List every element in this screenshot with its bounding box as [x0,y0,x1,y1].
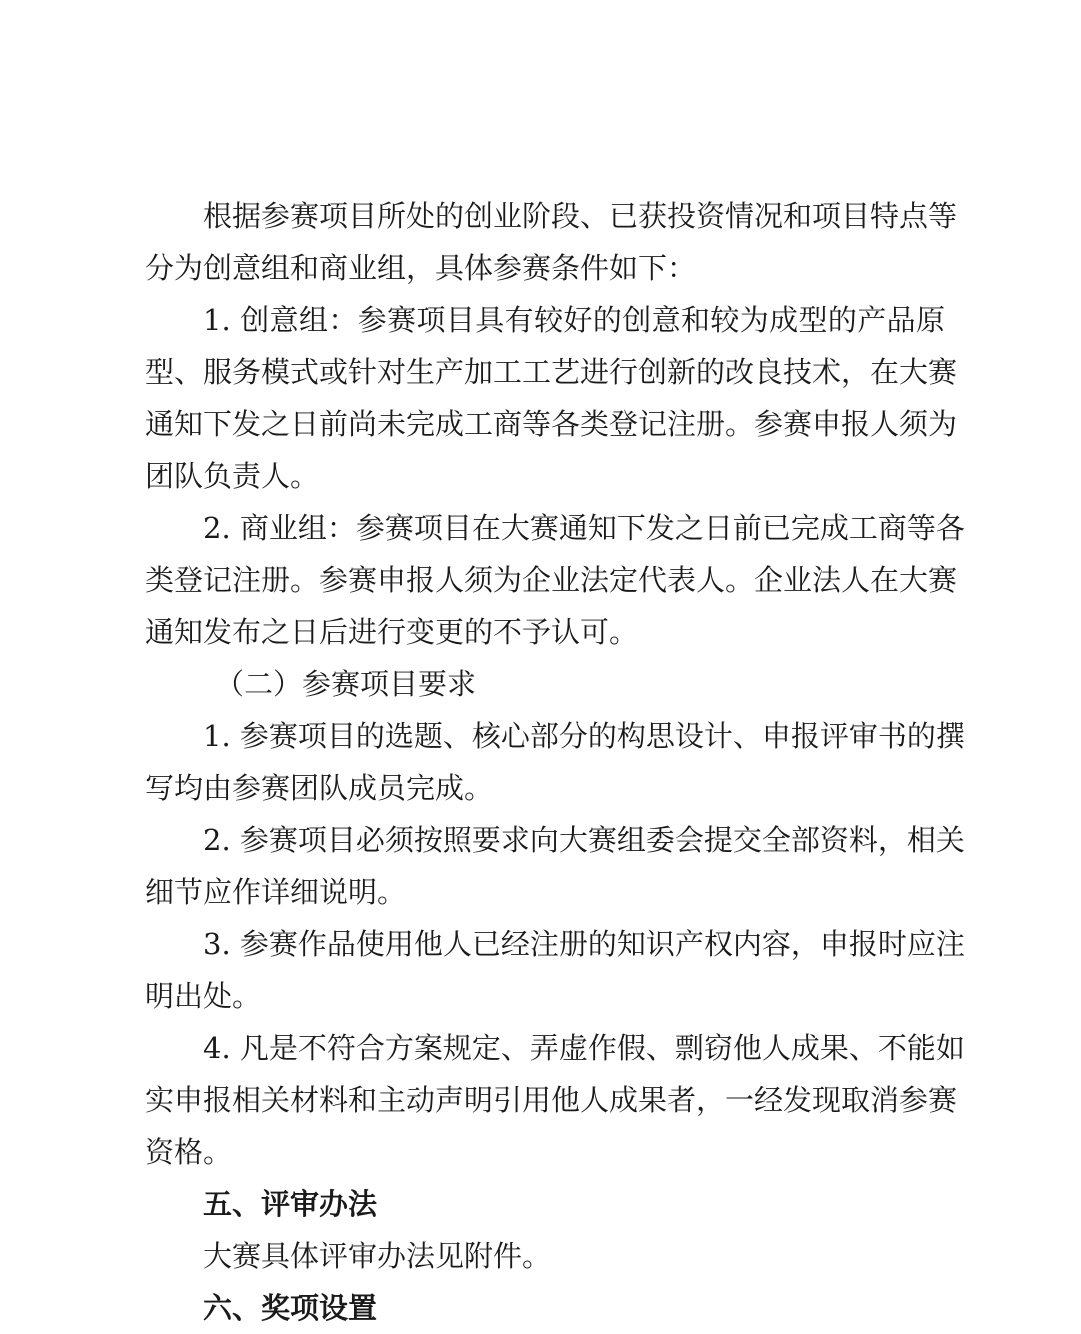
paragraph-line: 资格。 [145,1135,233,1169]
paragraph-line: 1. 创意组：参赛项目具有较好的创意和较为成型的产品原 [203,303,945,337]
paragraph-line: 团队负责人。 [145,459,320,493]
paragraph-line: 通知发布之日后进行变更的不予认可。 [145,615,639,649]
paragraph-line: 细节应作详细说明。 [145,875,407,909]
paragraph-line: 3. 参赛作品使用他人已经注册的知识产权内容，申报时应注 [203,927,965,961]
paragraph-line: 型、服务模式或针对生产加工工艺进行创新的改良技术，在大赛 [145,355,958,389]
paragraph-line: 通知下发之日前尚未完成工商等各类登记注册。参赛申报人须为 [145,407,958,441]
section-subheading: （二）参赛项目要求 [215,667,477,701]
paragraph-line: 1. 参赛项目的选题、核心部分的构思设计、申报评审书的撰 [203,719,965,753]
paragraph-line: 4. 凡是不符合方案规定、弄虚作假、剽窃他人成果、不能如 [203,1031,965,1065]
paragraph-line: 2. 商业组：参赛项目在大赛通知下发之日前已完成工商等各 [203,511,965,545]
paragraph-line: 写均由参赛团队成员完成。 [145,771,494,805]
section-heading-awards: 六、奖项设置 [203,1291,378,1325]
paragraph-line: 2. 参赛项目必须按照要求向大赛组委会提交全部资料，相关 [203,823,965,857]
paragraph-line: 类登记注册。参赛申报人须为企业法定代表人。企业法人在大赛 [145,563,958,597]
paragraph-line: 实申报相关材料和主动声明引用他人成果者，一经发现取消参赛 [145,1083,958,1117]
paragraph-line: 根据参赛项目所处的创业阶段、已获投资情况和项目特点等 [203,199,958,233]
paragraph-line: 明出处。 [145,979,262,1013]
section-heading-review: 五、评审办法 [203,1187,378,1221]
paragraph-line: 大赛具体评审办法见附件。 [203,1239,552,1273]
paragraph-line: 分为创意组和商业组，具体参赛条件如下： [145,251,697,285]
